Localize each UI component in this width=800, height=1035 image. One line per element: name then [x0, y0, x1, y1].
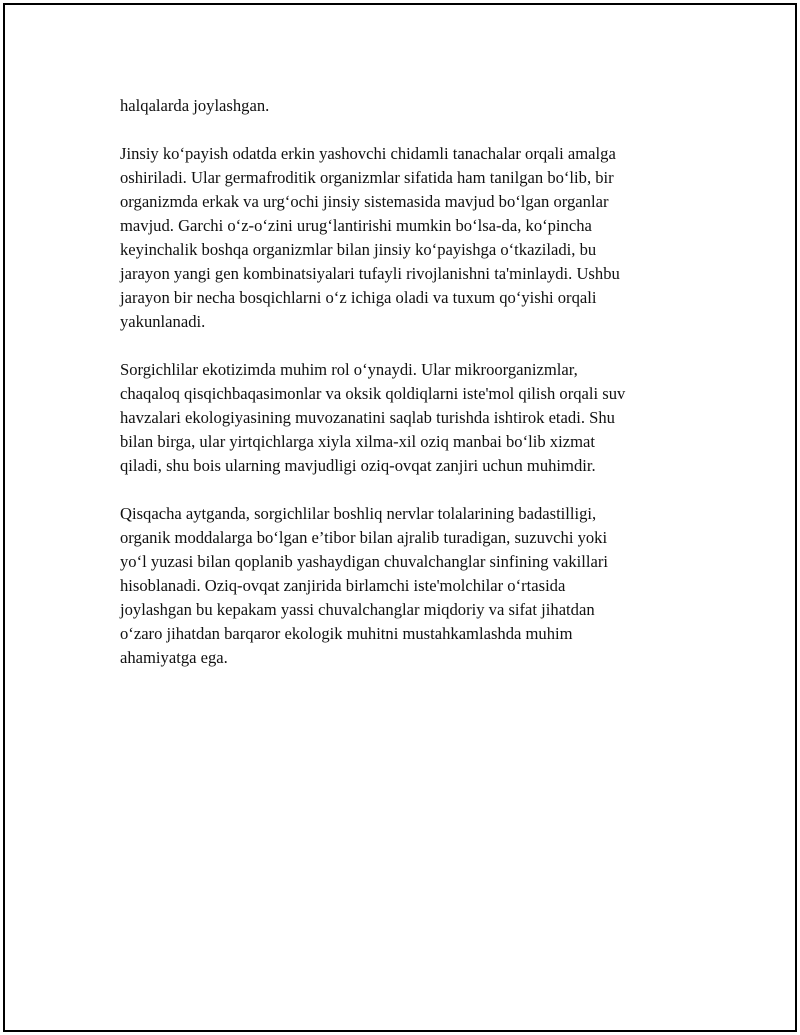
text-line: joylashgan bu kepakam yassi chuvalchanglar miqdoriy va sifat jihatdan [120, 600, 595, 619]
text-line: ahamiyatga ega. [120, 648, 228, 667]
text-line: bilan birga, ular yirtqichlarga xiyla xilma-xil oziq manbai bo‘lib xizmat [120, 432, 595, 451]
text-line: havzalari ekologiyasining muvozanatini saqlab turishda ishtirok etadi. Shu [120, 408, 615, 427]
text-line: oshiriladi. Ular germafroditik organizmlar sifatida ham tanilgan bo‘lib, bir [120, 168, 614, 187]
text-line: Jinsiy ko‘payish odatda erkin yashovchi chidamli tanachalar orqali amalga [120, 144, 616, 163]
document-page [3, 3, 797, 1032]
paragraph-3 [120, 358, 695, 478]
text-line: yakunlanadi. [120, 312, 206, 331]
text-line: chaqaloq qisqichbaqasimonlar va oksik qoldiqlarni iste'mol qilish orqali suv [120, 384, 626, 403]
text-line: qiladi, shu bois ularning mavjudligi oziq-ovqat zanjiri uchun muhimdir. [120, 456, 596, 475]
text-line: Sorgichlilar ekotizimda muhim rol o‘ynaydi. Ular mikroorganizmlar, [120, 360, 578, 379]
text-line: organizmda erkak va urg‘ochi jinsiy sistemasida mavjud bo‘lgan organlar [120, 192, 609, 211]
text-line: halqalarda joylashgan. [120, 96, 270, 115]
text-line: mavjud. Garchi o‘z-o‘zini urug‘lantirishi mumkin bo‘lsa-da, ko‘pincha [120, 216, 592, 235]
text-line: jarayon bir necha bosqichlarni o‘z ichiga oladi va tuxum qo‘yishi orqali [120, 288, 597, 307]
text-line: Qisqacha aytganda, sorgichlilar boshliq nervlar tolalarining badastilligi, [120, 504, 597, 523]
paragraph-4 [120, 502, 695, 670]
text-line: jarayon yangi gen kombinatsiyalari tufayli rivojlanishni ta'minlaydi. Ushbu [120, 264, 620, 283]
text-line: keyinchalik boshqa organizmlar bilan jinsiy ko‘payishga o‘tkaziladi, bu [120, 240, 597, 259]
text-line: yo‘l yuzasi bilan qoplanib yashaydigan chuvalchanglar sinfining vakillari [120, 552, 609, 571]
text-line: hisoblanadi. Oziq-ovqat zanjirida birlamchi iste'molchilar o‘rtasida [120, 576, 566, 595]
paragraph-2 [120, 142, 695, 334]
text-line: organik moddalarga bo‘lgan e’tibor bilan ajralib turadigan, suzuvchi yoki [120, 528, 608, 547]
text-line: o‘zaro jihatdan barqaror ekologik muhitni mustahkamlashda muhim [120, 624, 573, 643]
paragraph-1 [120, 94, 695, 118]
document-body [120, 94, 695, 694]
